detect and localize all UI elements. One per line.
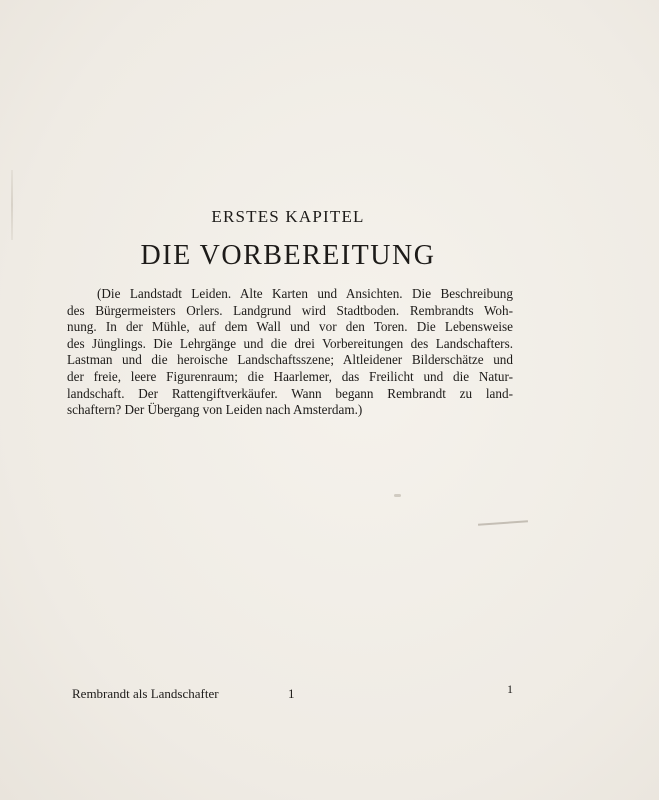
footer-book-title: Rembrandt als Landschafter (72, 686, 219, 701)
summary-line: des Bürgermeisters Orlers. Landgrund wird Stadtboden. Rembrandts Woh- (67, 302, 513, 318)
signature-mark: 1 (288, 686, 295, 701)
summary-line: Lastman und die heroische Landschaftsszene; Altleidener Bilderschätze und (67, 352, 513, 368)
chapter-title: DIE VORBEREITUNG (140, 240, 436, 271)
chapter-summary (67, 286, 513, 419)
pencil-stroke (478, 520, 528, 525)
page-edge-mark (11, 170, 13, 240)
page-number: 1 (507, 682, 513, 696)
paper-speck (394, 494, 401, 497)
summary-line: des Jünglings. Die Lehrgänge und die drei Vorbereitungen des Landschafters. (67, 335, 513, 351)
summary-line: schaftern? Der Übergang von Leiden nach Amsterdam.) (67, 402, 363, 418)
summary-line: der freie, leere Figurenraum; die Haarlemer, das Freilicht und die Natur- (67, 368, 513, 384)
summary-line: landschaft. Der Rattengiftverkäufer. Wann begann Rembrandt zu land- (67, 385, 513, 401)
summary-line: (Die Landstadt Leiden. Alte Karten und Ansichten. Die Beschreibung (97, 286, 513, 301)
chapter-number: ERSTES KAPITEL (211, 207, 365, 226)
summary-line: nung. In der Mühle, auf dem Wall und vor den Toren. Die Lebensweise (67, 319, 513, 335)
